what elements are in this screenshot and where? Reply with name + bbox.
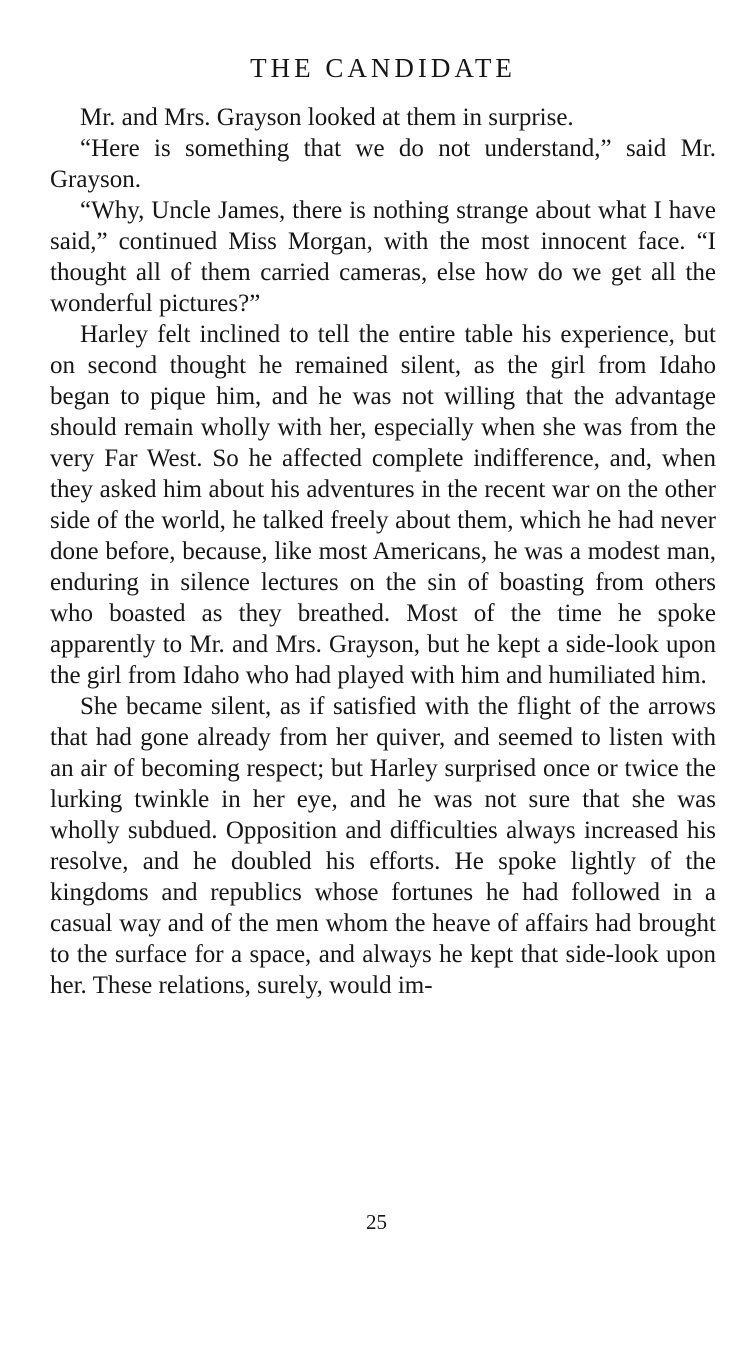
paragraph: She became silent, as if satisfied with the flight of the arrows that had gone already from her quiver, and seemed to listen with an air of becoming respect; but Harley surprised once or twice the lurking twinkle in her eye, and he was not sure that she was wholly subdued. Opposition and difficulties always increased his resolve, and he doubled his efforts. He spoke lightly of the kingdoms and republics whose fortunes he had followed in a casual way and of the men whom the heave of affairs had brought to the surface for a space, and always he kept that side-look upon her. These relations, surely, would im- bbox=[50, 693, 716, 999]
running-head: THE CANDIDATE bbox=[250, 53, 516, 83]
paragraph: “Why, Uncle James, there is nothing strange about what I have said,” continued Miss Morgan, with the most innocent face. “I thought all of them carried cameras, else how do we get all the wonderful pictures?” bbox=[50, 197, 716, 317]
paragraph: Harley felt inclined to tell the entire table his experience, but on second thought he remained silent, as the girl from Idaho began to pique him, and he was not willing that the advantage should remain wholly with her, especially when she was from the very Far West. So he affected complete indifference, and, when they asked him about his adventures in the recent war on the other side of the world, he talked freely about them, which he had never done before, because, like most Americans, he was a modest man, enduring in silence lectures on the sin of boasting from others who boasted as they breathed. Most of the time he spoke apparently to Mr. and Mrs. Grayson, but he kept a side-look upon the girl from Idaho who had played with him and humiliated him. bbox=[50, 321, 716, 689]
book-page bbox=[50, 50, 716, 1001]
page-number: 25 bbox=[366, 1210, 387, 1234]
paragraph: Mr. and Mrs. Grayson looked at them in surprise. bbox=[80, 104, 574, 131]
paragraph: “Here is something that we do not understand,” said Mr. Grayson. bbox=[50, 135, 716, 193]
